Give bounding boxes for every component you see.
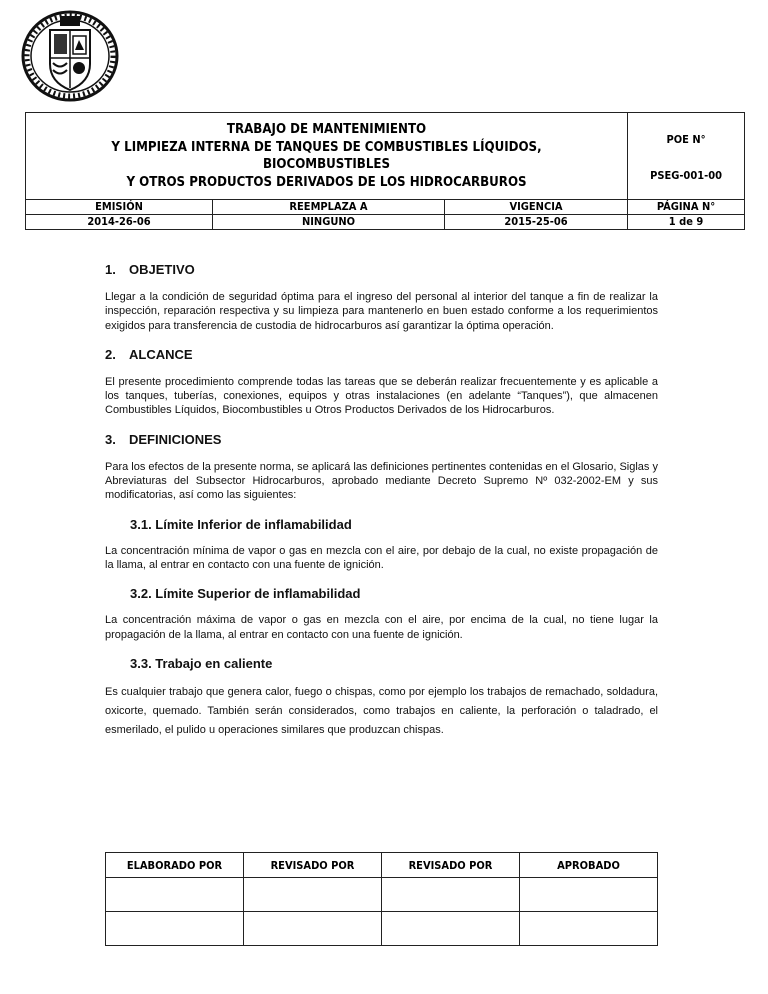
revisado-por-header: REVISADO POR xyxy=(244,853,382,878)
title-line: Y LIMPIEZA INTERNA DE TANQUES DE COMBUSTIBLES LÍQUIDOS, xyxy=(111,139,542,155)
signature-cell xyxy=(382,912,520,946)
signature-cell xyxy=(244,912,382,946)
university-seal-logo xyxy=(20,8,120,104)
vigencia-value: 2015-25-06 xyxy=(445,215,628,230)
section-heading-definiciones xyxy=(105,432,658,448)
document-body xyxy=(105,262,658,754)
title-line: TRABAJO DE MANTENIMIENTO xyxy=(226,122,427,137)
signature-table xyxy=(105,852,658,946)
section-title: DEFINICIONES xyxy=(129,431,222,447)
elaborado-por-header: ELABORADO POR xyxy=(106,853,244,878)
document-header-table xyxy=(25,112,745,230)
section-number: 3. xyxy=(105,431,116,447)
section-number: 2. xyxy=(105,346,116,362)
objetivo-paragraph: Llegar a la condición de seguridad óptima para el ingreso del personal al interior del tanque a fin de realizar la inspección, reparación respectiva y su limpieza para mantenerlo en buen estado conforme a los requerimientos exigidos para transferencia de custodia de hidrocarburos así garantizar la óptima operación. xyxy=(105,291,658,332)
alcance-paragraph: El presente procedimiento comprende todas las tareas que se deberán realizar frecuentemente y es aplicable a los tanques, tuberías, conexiones, equipos y otras instalaciones (en adelante “Tanques”), que almacenen Combustibles Líquidos, Biocombustibles u Otros Productos Derivados de los Hidrocarburos. xyxy=(105,375,658,417)
section-heading-objetivo xyxy=(105,262,658,278)
poe-code: PSEG-001-00 xyxy=(650,169,722,182)
signature-cell xyxy=(382,878,520,912)
signature-cell xyxy=(520,878,658,912)
signature-cell xyxy=(520,912,658,946)
definiciones-paragraph: Para los efectos de la presente norma, se aplicará las definiciones pertinentes contenidas en el Glosario, Siglas y Abreviaturas del Subsector Hidrocarburos, aprobado mediante Decreto Supremo Nº 032-2002-EM y sus modificatorias, así como las siguientes: xyxy=(105,460,658,502)
vigencia-header: VIGENCIA xyxy=(445,200,628,215)
subsection-paragraph: La concentración máxima de vapor o gas en mezcla con el aire, por encima de la cual, no tiene lugar la propagación de la llama, al entrar en contacto con una fuente de ignición. xyxy=(105,614,658,641)
subsection-heading: 3.2. Límite Superior de inflamabilidad xyxy=(130,586,361,602)
reemplaza-value: NINGUNO xyxy=(213,215,445,230)
subsection-heading: 3.3. Trabajo en caliente xyxy=(130,655,273,671)
signature-cell xyxy=(106,912,244,946)
section-number: 1. xyxy=(105,262,116,277)
poe-label: POE N° xyxy=(666,133,706,146)
aprobado-header: APROBADO xyxy=(520,853,658,878)
document-title xyxy=(26,113,628,200)
subsection-paragraph: Es cualquier trabajo que genera calor, fuego o chispas, como por ejemplo los trabajos de remachado, soldadura, oxicorte, quemado. También serán considerados, como trabajos en caliente, la perforación o taladrado, el esmerilado, el pulido u operaciones similares que produzcan chispas. xyxy=(105,685,658,736)
signature-cell xyxy=(244,878,382,912)
pagina-header: PÁGINA N° xyxy=(628,200,745,215)
revisado-por-header: REVISADO POR xyxy=(382,853,520,878)
title-line: BIOCOMBUSTIBLES xyxy=(262,157,391,172)
section-title: ALCANCE xyxy=(129,346,193,362)
signature-cell xyxy=(106,878,244,912)
poe-cell xyxy=(628,113,745,200)
subsection-paragraph: La concentración mínima de vapor o gas en mezcla con el aire, por debajo de la cual, no existe propagación de la llama, al entrar en contacto con una fuente de ignición. xyxy=(105,544,658,571)
emision-header: EMISIÓN xyxy=(26,200,213,215)
reemplaza-header: REEMPLAZA A xyxy=(213,200,445,215)
subsection-heading: 3.1. Límite Inferior de inflamabilidad xyxy=(130,516,352,532)
section-title: OBJETIVO xyxy=(129,262,195,277)
emision-value: 2014-26-06 xyxy=(26,215,213,230)
title-line: Y OTROS PRODUCTOS DERIVADOS DE LOS HIDROCARBUROS xyxy=(126,174,527,190)
section-heading-alcance xyxy=(105,347,658,363)
pagina-value: 1 de 9 xyxy=(628,215,745,230)
